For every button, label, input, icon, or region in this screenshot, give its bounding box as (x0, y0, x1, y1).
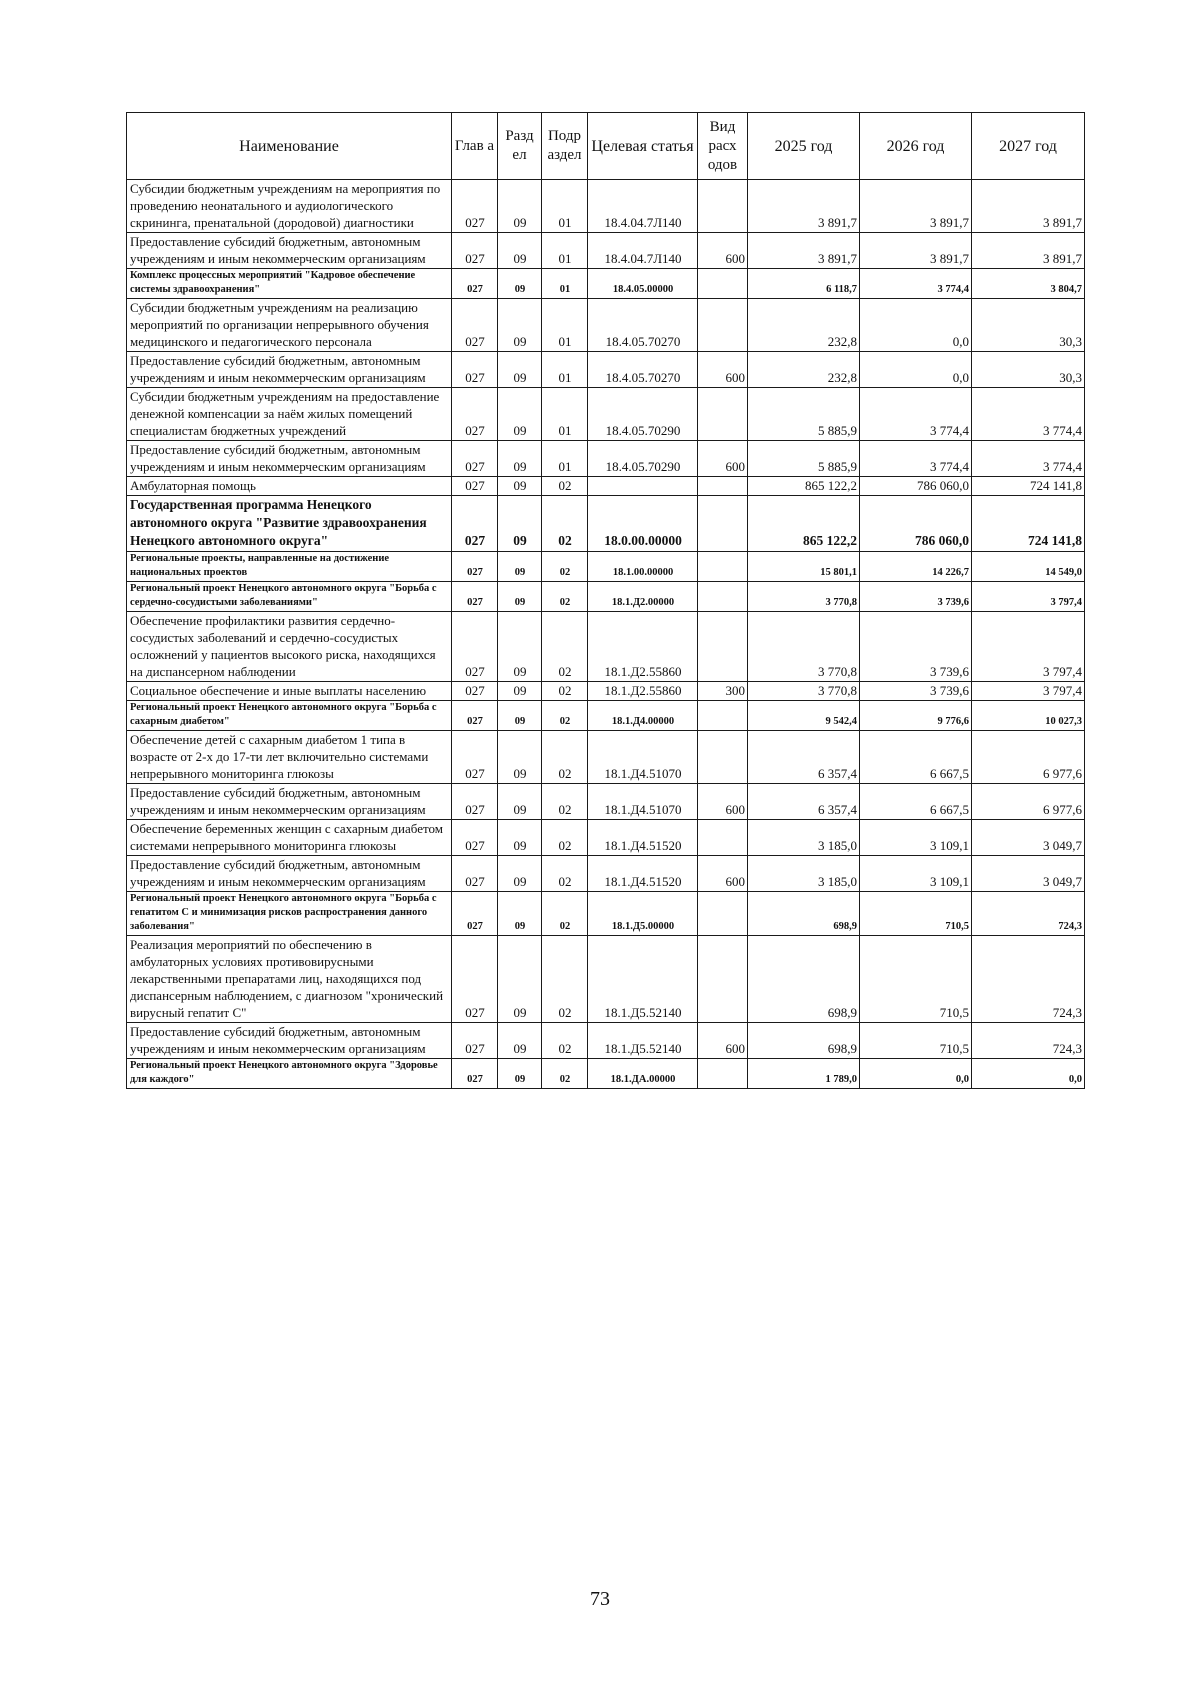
table-row (127, 388, 1085, 441)
row-name-cell: Предоставление субсидий бюджетным, автономным учреждениям и иным некоммерческим организациям (127, 856, 452, 892)
row-2027-cell: 3 049,7 (972, 856, 1085, 892)
row-2025-cell: 9 542,4 (748, 701, 860, 731)
row-podrazdel-cell: 02 (542, 552, 588, 582)
row-target-cell (588, 477, 698, 496)
row-glava-cell: 027 (452, 299, 498, 352)
row-2026-cell: 6 667,5 (860, 784, 972, 820)
row-2025-cell: 6 357,4 (748, 784, 860, 820)
row-2027-cell: 3 797,4 (972, 682, 1085, 701)
row-razdel-cell: 09 (498, 892, 542, 936)
row-2027-cell: 3 797,4 (972, 582, 1085, 612)
row-vid-cell: 600 (698, 856, 748, 892)
row-razdel-cell: 09 (498, 1023, 542, 1059)
row-vid-cell (698, 936, 748, 1023)
row-razdel-cell: 09 (498, 552, 542, 582)
table-row (127, 820, 1085, 856)
row-target-cell: 18.1.Д4.51070 (588, 731, 698, 784)
row-glava-cell: 027 (452, 180, 498, 233)
header-glava: Глав а (452, 113, 498, 180)
table-row (127, 936, 1085, 1023)
row-2025-cell: 698,9 (748, 1023, 860, 1059)
row-target-cell: 18.1.Д4.51070 (588, 784, 698, 820)
row-razdel-cell: 09 (498, 233, 542, 269)
row-vid-cell (698, 180, 748, 233)
row-name-cell: Обеспечение беременных женщин с сахарным диабетом системами непрерывного мониторинга глюкозы (127, 820, 452, 856)
row-razdel-cell: 09 (498, 936, 542, 1023)
row-target-cell: 18.1.Д5.52140 (588, 1023, 698, 1059)
row-2026-cell: 0,0 (860, 352, 972, 388)
table-row (127, 180, 1085, 233)
row-podrazdel-cell: 02 (542, 784, 588, 820)
row-razdel-cell: 09 (498, 701, 542, 731)
row-razdel-cell: 09 (498, 731, 542, 784)
row-razdel-cell: 09 (498, 582, 542, 612)
row-glava-cell: 027 (452, 682, 498, 701)
row-2026-cell: 786 060,0 (860, 477, 972, 496)
row-vid-cell: 600 (698, 233, 748, 269)
row-2027-cell: 6 977,6 (972, 731, 1085, 784)
table-row (127, 1059, 1085, 1089)
table-row (127, 856, 1085, 892)
row-2026-cell: 3 891,7 (860, 233, 972, 269)
row-target-cell: 18.1.Д2.00000 (588, 582, 698, 612)
row-2027-cell: 3 891,7 (972, 233, 1085, 269)
row-2026-cell: 0,0 (860, 299, 972, 352)
row-2025-cell: 3 770,8 (748, 582, 860, 612)
table-row (127, 233, 1085, 269)
row-podrazdel-cell: 02 (542, 892, 588, 936)
row-2027-cell: 3 797,4 (972, 612, 1085, 682)
row-vid-cell (698, 820, 748, 856)
row-vid-cell (698, 892, 748, 936)
table-row (127, 269, 1085, 299)
row-target-cell: 18.1.Д2.55860 (588, 682, 698, 701)
row-glava-cell: 027 (452, 552, 498, 582)
budget-table (126, 112, 1085, 1089)
row-target-cell: 18.4.05.70270 (588, 299, 698, 352)
row-2027-cell: 724,3 (972, 892, 1085, 936)
row-name-cell: Комплекс процессных мероприятий "Кадровое обеспечение системы здравоохранения" (127, 269, 452, 299)
row-podrazdel-cell: 01 (542, 233, 588, 269)
row-razdel-cell: 09 (498, 269, 542, 299)
table-row (127, 731, 1085, 784)
row-name-cell: Региональный проект Ненецкого автономного округа "Борьба с гепатитом С и минимизация рисков распространения данного заболевания" (127, 892, 452, 936)
table-row (127, 1023, 1085, 1059)
table-row (127, 682, 1085, 701)
row-glava-cell: 027 (452, 477, 498, 496)
row-2025-cell: 15 801,1 (748, 552, 860, 582)
row-2025-cell: 232,8 (748, 352, 860, 388)
header-name: Наименование (127, 113, 452, 180)
row-target-cell: 18.4.05.70290 (588, 388, 698, 441)
row-2026-cell: 3 774,4 (860, 441, 972, 477)
row-vid-cell: 300 (698, 682, 748, 701)
header-podrazdel: Подр аздел (542, 113, 588, 180)
row-podrazdel-cell: 01 (542, 180, 588, 233)
table-row (127, 784, 1085, 820)
table-row (127, 701, 1085, 731)
row-2027-cell: 724,3 (972, 936, 1085, 1023)
row-2025-cell: 698,9 (748, 892, 860, 936)
row-target-cell: 18.1.Д5.00000 (588, 892, 698, 936)
row-podrazdel-cell: 02 (542, 496, 588, 552)
row-razdel-cell: 09 (498, 388, 542, 441)
table-body (127, 180, 1085, 1089)
row-2027-cell: 3 804,7 (972, 269, 1085, 299)
row-podrazdel-cell: 01 (542, 299, 588, 352)
row-glava-cell: 027 (452, 892, 498, 936)
row-name-cell: Региональный проект Ненецкого автономного округа "Здоровье для каждого" (127, 1059, 452, 1089)
row-2026-cell: 710,5 (860, 936, 972, 1023)
row-name-cell: Государственная программа Ненецкого автономного округа "Развитие здравоохранения Ненецкого автономного округа" (127, 496, 452, 552)
row-2025-cell: 698,9 (748, 936, 860, 1023)
row-vid-cell: 600 (698, 1023, 748, 1059)
row-glava-cell: 027 (452, 1023, 498, 1059)
row-2027-cell: 3 891,7 (972, 180, 1085, 233)
row-2027-cell: 30,3 (972, 352, 1085, 388)
row-2025-cell: 6 118,7 (748, 269, 860, 299)
row-glava-cell: 027 (452, 233, 498, 269)
row-name-cell: Обеспечение профилактики развития сердечно-сосудистых заболеваний и сердечно-сосудистых осложнений у пациентов высокого риска, находящихся на диспансерном наблюдении (127, 612, 452, 682)
row-2025-cell: 3 185,0 (748, 856, 860, 892)
row-target-cell: 18.4.05.70270 (588, 352, 698, 388)
row-vid-cell: 600 (698, 352, 748, 388)
row-podrazdel-cell: 02 (542, 582, 588, 612)
row-2026-cell: 9 776,6 (860, 701, 972, 731)
header-vid: Вид расх одов (698, 113, 748, 180)
row-glava-cell: 027 (452, 388, 498, 441)
row-target-cell: 18.4.05.70290 (588, 441, 698, 477)
row-2026-cell: 3 739,6 (860, 612, 972, 682)
row-vid-cell (698, 388, 748, 441)
row-podrazdel-cell: 01 (542, 352, 588, 388)
header-2027: 2027 год (972, 113, 1085, 180)
table-row (127, 496, 1085, 552)
row-2026-cell: 710,5 (860, 892, 972, 936)
table-row (127, 477, 1085, 496)
row-vid-cell (698, 552, 748, 582)
table-row (127, 352, 1085, 388)
row-name-cell: Субсидии бюджетным учреждениям на реализацию мероприятий по организации непрерывного обучения медицинского и педагогического персонала (127, 299, 452, 352)
row-glava-cell: 027 (452, 352, 498, 388)
row-name-cell: Региональный проект Ненецкого автономного округа "Борьба с сахарным диабетом" (127, 701, 452, 731)
row-2027-cell: 30,3 (972, 299, 1085, 352)
row-2027-cell: 0,0 (972, 1059, 1085, 1089)
row-target-cell: 18.1.Д4.51520 (588, 820, 698, 856)
row-podrazdel-cell: 02 (542, 612, 588, 682)
row-2026-cell: 3 774,4 (860, 388, 972, 441)
row-2025-cell: 232,8 (748, 299, 860, 352)
row-2026-cell: 3 774,4 (860, 269, 972, 299)
row-glava-cell: 027 (452, 1059, 498, 1089)
row-vid-cell (698, 701, 748, 731)
row-2027-cell: 3 774,4 (972, 441, 1085, 477)
row-name-cell: Предоставление субсидий бюджетным, автономным учреждениям и иным некоммерческим организациям (127, 441, 452, 477)
row-razdel-cell: 09 (498, 682, 542, 701)
row-2026-cell: 3 739,6 (860, 582, 972, 612)
row-podrazdel-cell: 01 (542, 388, 588, 441)
row-2025-cell: 6 357,4 (748, 731, 860, 784)
row-glava-cell: 027 (452, 612, 498, 682)
row-vid-cell (698, 496, 748, 552)
row-glava-cell: 027 (452, 582, 498, 612)
row-podrazdel-cell: 02 (542, 731, 588, 784)
row-target-cell: 18.1.00.00000 (588, 552, 698, 582)
row-glava-cell: 027 (452, 441, 498, 477)
header-2025: 2025 год (748, 113, 860, 180)
row-2025-cell: 5 885,9 (748, 441, 860, 477)
row-name-cell: Субсидии бюджетным учреждениям на мероприятия по проведению неонатального и аудиологического скрининга, пренатальной (дородовой) диагностики (127, 180, 452, 233)
row-target-cell: 18.1.Д4.51520 (588, 856, 698, 892)
row-glava-cell: 027 (452, 820, 498, 856)
row-podrazdel-cell: 02 (542, 856, 588, 892)
table-row (127, 552, 1085, 582)
row-name-cell: Региональные проекты, направленные на достижение национальных проектов (127, 552, 452, 582)
row-name-cell: Региональный проект Ненецкого автономного округа "Борьба с сердечно-сосудистыми заболеваниями" (127, 582, 452, 612)
row-vid-cell: 600 (698, 784, 748, 820)
table-row (127, 299, 1085, 352)
row-2026-cell: 710,5 (860, 1023, 972, 1059)
row-razdel-cell: 09 (498, 612, 542, 682)
row-glava-cell: 027 (452, 856, 498, 892)
page-number: 73 (590, 1588, 610, 1610)
row-name-cell: Предоставление субсидий бюджетным, автономным учреждениям и иным некоммерческим организациям (127, 1023, 452, 1059)
row-vid-cell: 600 (698, 441, 748, 477)
row-razdel-cell: 09 (498, 477, 542, 496)
row-podrazdel-cell: 02 (542, 1023, 588, 1059)
row-target-cell: 18.4.04.7Л140 (588, 180, 698, 233)
row-2027-cell: 724 141,8 (972, 477, 1085, 496)
row-2027-cell: 6 977,6 (972, 784, 1085, 820)
row-razdel-cell: 09 (498, 1059, 542, 1089)
row-2027-cell: 3 774,4 (972, 388, 1085, 441)
table-row (127, 892, 1085, 936)
row-podrazdel-cell: 02 (542, 477, 588, 496)
row-razdel-cell: 09 (498, 820, 542, 856)
row-target-cell: 18.1.Д4.00000 (588, 701, 698, 731)
row-target-cell: 18.1.Д2.55860 (588, 612, 698, 682)
row-vid-cell (698, 731, 748, 784)
header-2026: 2026 год (860, 113, 972, 180)
row-2027-cell: 724 141,8 (972, 496, 1085, 552)
row-2026-cell: 6 667,5 (860, 731, 972, 784)
row-2026-cell: 786 060,0 (860, 496, 972, 552)
row-2027-cell: 3 049,7 (972, 820, 1085, 856)
row-2026-cell: 3 109,1 (860, 856, 972, 892)
row-vid-cell (698, 477, 748, 496)
row-razdel-cell: 09 (498, 299, 542, 352)
row-2027-cell: 10 027,3 (972, 701, 1085, 731)
row-2025-cell: 3 891,7 (748, 180, 860, 233)
row-vid-cell (698, 612, 748, 682)
row-razdel-cell: 09 (498, 856, 542, 892)
row-2026-cell: 3 109,1 (860, 820, 972, 856)
row-name-cell: Предоставление субсидий бюджетным, автономным учреждениям и иным некоммерческим организациям (127, 784, 452, 820)
row-2027-cell: 724,3 (972, 1023, 1085, 1059)
row-2025-cell: 865 122,2 (748, 496, 860, 552)
row-2025-cell: 3 770,8 (748, 682, 860, 701)
row-target-cell: 18.4.04.7Л140 (588, 233, 698, 269)
row-2027-cell: 14 549,0 (972, 552, 1085, 582)
row-2026-cell: 14 226,7 (860, 552, 972, 582)
row-name-cell: Амбулаторная помощь (127, 477, 452, 496)
row-glava-cell: 027 (452, 496, 498, 552)
row-target-cell: 18.1.ДА.00000 (588, 1059, 698, 1089)
row-glava-cell: 027 (452, 731, 498, 784)
row-podrazdel-cell: 02 (542, 936, 588, 1023)
row-podrazdel-cell: 01 (542, 269, 588, 299)
row-razdel-cell: 09 (498, 352, 542, 388)
row-vid-cell (698, 1059, 748, 1089)
row-podrazdel-cell: 01 (542, 441, 588, 477)
row-podrazdel-cell: 02 (542, 1059, 588, 1089)
row-2025-cell: 865 122,2 (748, 477, 860, 496)
row-name-cell: Социальное обеспечение и иные выплаты населению (127, 682, 452, 701)
row-vid-cell (698, 582, 748, 612)
row-2025-cell: 3 185,0 (748, 820, 860, 856)
row-name-cell: Предоставление субсидий бюджетным, автономным учреждениям и иным некоммерческим организациям (127, 233, 452, 269)
row-podrazdel-cell: 02 (542, 701, 588, 731)
row-glava-cell: 027 (452, 269, 498, 299)
row-2025-cell: 3 891,7 (748, 233, 860, 269)
header-target: Целевая статья (588, 113, 698, 180)
row-2025-cell: 1 789,0 (748, 1059, 860, 1089)
row-target-cell: 18.4.05.00000 (588, 269, 698, 299)
row-name-cell: Реализация мероприятий по обеспечению в амбулаторных условиях противовирусными лекарственными препаратами лиц, находящихся под диспансерным наблюдением, с диагнозом "хронический вирусный гепатит С" (127, 936, 452, 1023)
row-2026-cell: 3 739,6 (860, 682, 972, 701)
row-target-cell: 18.0.00.00000 (588, 496, 698, 552)
row-razdel-cell: 09 (498, 784, 542, 820)
row-glava-cell: 027 (452, 701, 498, 731)
table-row (127, 582, 1085, 612)
row-glava-cell: 027 (452, 784, 498, 820)
row-name-cell: Субсидии бюджетным учреждениям на предоставление денежной компенсации за наём жилых помещений специалистам бюджетных учреждений (127, 388, 452, 441)
row-target-cell: 18.1.Д5.52140 (588, 936, 698, 1023)
row-podrazdel-cell: 02 (542, 682, 588, 701)
row-2025-cell: 3 770,8 (748, 612, 860, 682)
row-razdel-cell: 09 (498, 441, 542, 477)
row-glava-cell: 027 (452, 936, 498, 1023)
row-vid-cell (698, 269, 748, 299)
table-row (127, 441, 1085, 477)
row-name-cell: Обеспечение детей с сахарным диабетом 1 типа в возрасте от 2-х до 17-ти лет включительно системами непрерывного мониторинга глюкозы (127, 731, 452, 784)
table-row (127, 612, 1085, 682)
row-2025-cell: 5 885,9 (748, 388, 860, 441)
table-header-row (127, 113, 1085, 180)
row-razdel-cell: 09 (498, 496, 542, 552)
row-name-cell: Предоставление субсидий бюджетным, автономным учреждениям и иным некоммерческим организациям (127, 352, 452, 388)
row-razdel-cell: 09 (498, 180, 542, 233)
header-razdel: Разд ел (498, 113, 542, 180)
row-2026-cell: 0,0 (860, 1059, 972, 1089)
row-vid-cell (698, 299, 748, 352)
row-podrazdel-cell: 02 (542, 820, 588, 856)
row-2026-cell: 3 891,7 (860, 180, 972, 233)
